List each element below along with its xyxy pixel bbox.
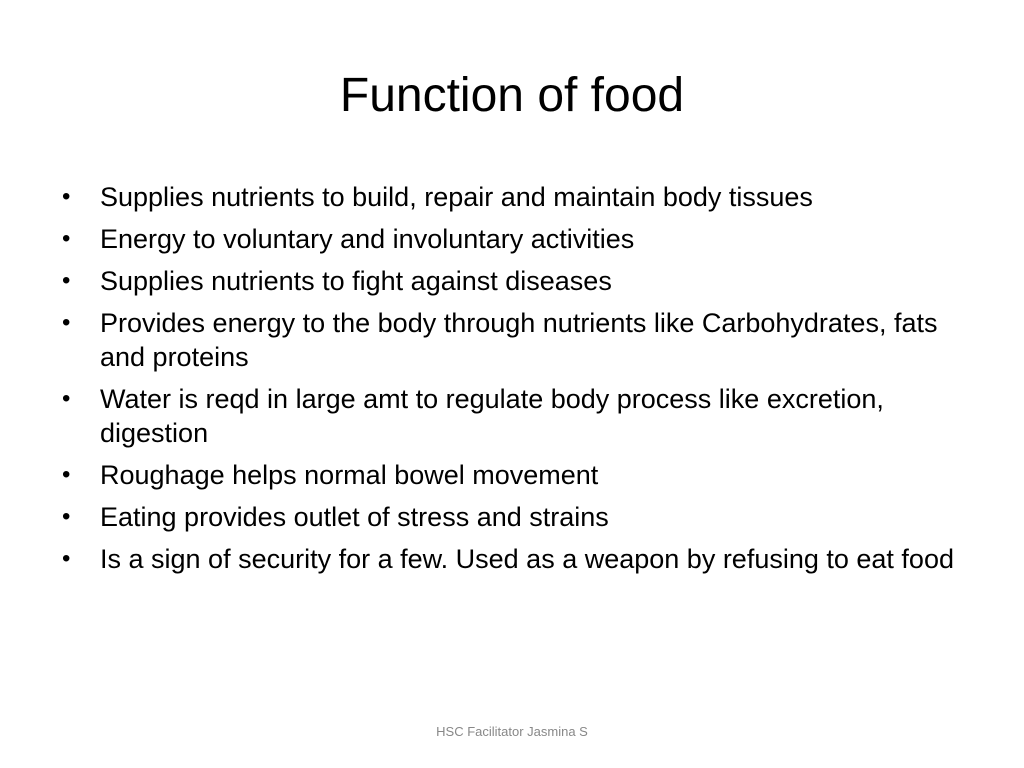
bullet-item [60,458,970,492]
bullet-item [60,500,970,534]
bullet-icon: • [62,461,71,488]
bullet-icon: • [62,545,71,572]
bullet-text: Supplies nutrients to fight against diseases [100,266,612,296]
bullet-item [60,264,970,298]
bullet-text: Energy to voluntary and involuntary activities [100,224,635,254]
bullet-text: Provides energy to the body through nutrients like Carbohydrates, fats and proteins [100,308,938,372]
bullet-text: Is a sign of security for a few. Used as a weapon by refusing to eat food [100,544,954,574]
bullet-item [60,222,970,256]
bullet-list [60,180,970,584]
bullet-icon: • [62,385,71,412]
bullet-icon: • [62,309,71,336]
bullet-text: Water is reqd in large amt to regulate body process like excretion, digestion [100,384,884,448]
bullet-icon: • [62,503,71,530]
bullet-item [60,382,970,450]
bullet-icon: • [62,225,71,252]
bullet-text: Supplies nutrients to build, repair and maintain body tissues [100,182,813,212]
bullet-text: Eating provides outlet of stress and strains [100,502,609,532]
bullet-item [60,180,970,214]
bullet-icon: • [62,267,71,294]
slide-title: Function of food [339,69,685,122]
bullet-text: Roughage helps normal bowel movement [100,460,599,490]
bullet-item [60,542,970,576]
bullet-icon: • [62,183,71,210]
bullet-item [60,306,970,374]
slide-footer: HSC Facilitator Jasmina S [436,724,588,739]
